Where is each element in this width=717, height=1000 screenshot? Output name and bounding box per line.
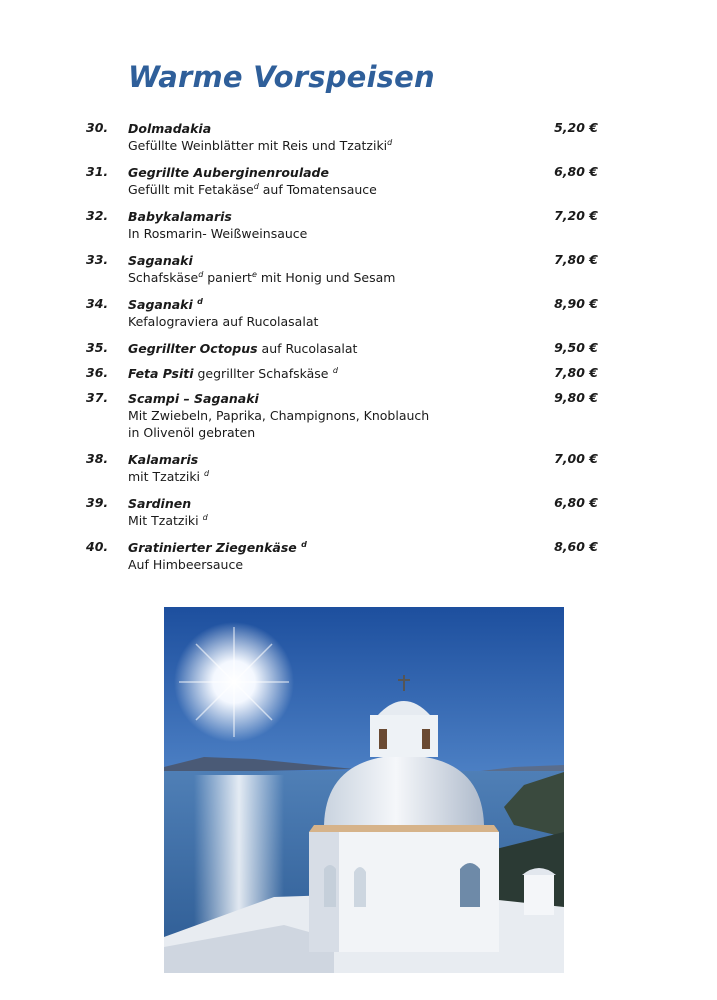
item-number: 30. [86, 120, 109, 135]
item-description-line2: in Olivenöl gebraten [128, 425, 256, 440]
menu-item [86, 451, 598, 485]
item-name: Kalamaris [128, 452, 199, 467]
item-name: Gegrillte Auberginenroulade [128, 165, 329, 180]
item-number: 37. [86, 390, 109, 405]
item-number: 40. [86, 539, 109, 554]
item-number: 32. [86, 208, 109, 223]
item-name: Scampi – Saganaki [128, 391, 259, 406]
item-description: Gefüllte Weinblätter mit Reis und Tzatziki$^d$ [128, 137, 393, 153]
menu-item [86, 120, 598, 154]
menu-item [86, 208, 598, 242]
item-number: 39. [86, 495, 109, 510]
menu-item [86, 390, 598, 441]
item-name: Gegrillter Octopus auf Rucolasalat [128, 341, 358, 356]
item-price: 7,80 € [554, 365, 598, 380]
item-description: In Rosmarin- Weißweinsauce [128, 226, 308, 241]
item-description: Mit Zwiebeln, Paprika, Champignons, Knoblauch [128, 408, 430, 423]
item-number: 33. [86, 252, 109, 267]
item-description: Auf Himbeersauce [128, 557, 244, 572]
item-price: 7,80 € [554, 252, 598, 267]
item-name: Dolmadakia [128, 121, 212, 136]
menu-item [86, 495, 598, 529]
item-price: 6,80 € [554, 164, 598, 179]
menu-list [86, 120, 598, 583]
item-description: mit Tzatziki $^d$ [128, 468, 210, 484]
item-name: Feta Psiti gegrillter Schafskäse $^d$ [128, 365, 338, 381]
item-price: 5,20 € [554, 120, 598, 135]
item-name: Sardinen [128, 496, 192, 511]
item-description: Mit Tzatziki $^d$ [128, 512, 208, 528]
item-name: Saganaki $^d$ [128, 296, 203, 312]
santorini-church-photo [164, 607, 564, 973]
page-title: Warme Vorspeisen [128, 60, 435, 94]
item-price: 8,60 € [554, 539, 598, 554]
menu-item [86, 252, 598, 286]
item-number: 35. [86, 340, 109, 355]
item-description: Schafskäse$^d$ paniert$^e$ mit Honig und Sesam [128, 269, 396, 285]
item-number: 31. [86, 164, 109, 179]
item-number: 38. [86, 451, 109, 466]
item-price: 9,50 € [554, 340, 598, 355]
item-number: 34. [86, 296, 109, 311]
item-price: 9,80 € [554, 390, 598, 405]
item-price: 6,80 € [554, 495, 598, 510]
item-price: 8,90 € [554, 296, 598, 311]
item-number: 36. [86, 365, 109, 380]
item-name: Saganaki [128, 253, 193, 268]
menu-item [86, 296, 598, 330]
menu-item [86, 164, 598, 198]
item-description: Kefalograviera auf Rucolasalat [128, 314, 319, 329]
item-price: 7,20 € [554, 208, 598, 223]
item-name: Gratinierter Ziegenkäse $^d$ [128, 539, 307, 555]
menu-item [86, 539, 598, 573]
item-name: Babykalamaris [128, 209, 232, 224]
menu-item [86, 340, 598, 357]
menu-item [86, 365, 598, 382]
item-price: 7,00 € [554, 451, 598, 466]
item-description: Gefüllt mit Fetakäse$^d$ auf Tomatensauce [128, 181, 377, 197]
